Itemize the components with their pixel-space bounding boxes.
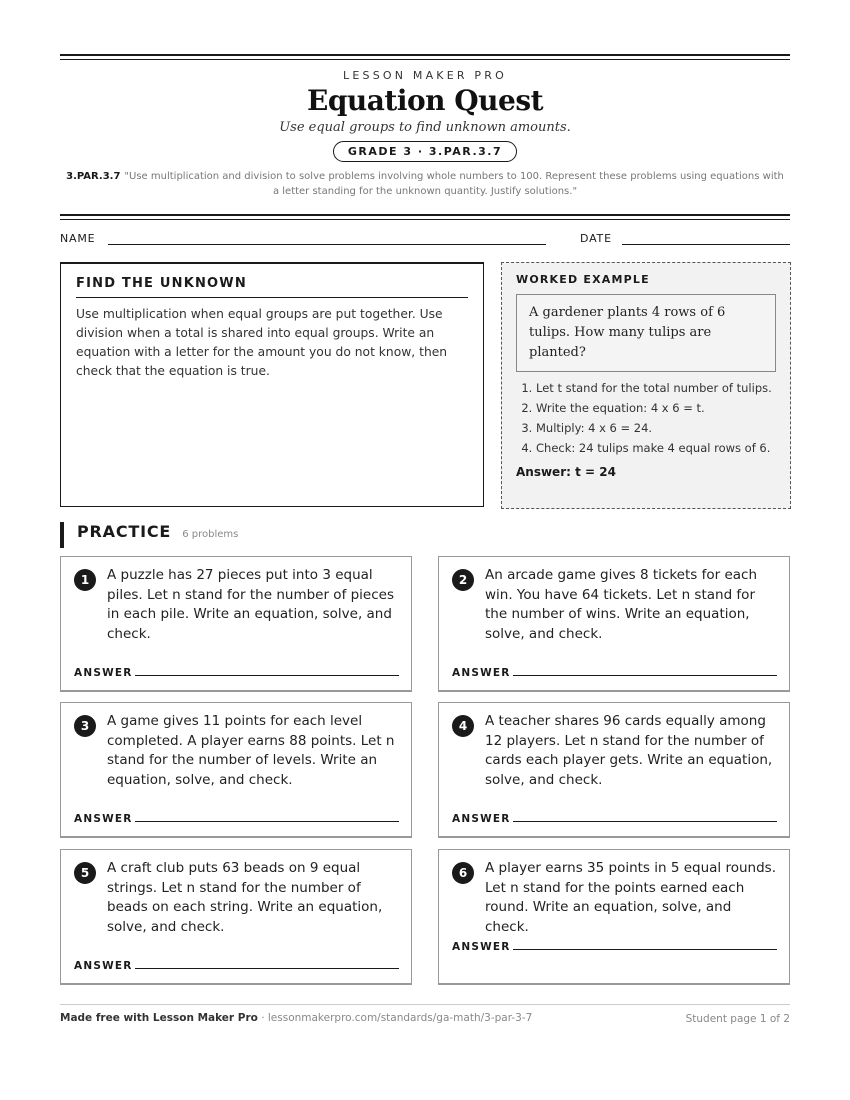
problem-card-3 [60,702,412,838]
problem-card-4 [438,702,790,838]
footer-page-number: Student page 1 of 2 [685,1013,790,1025]
problem-text: A puzzle has 27 pieces put into 3 equal piles. Let n stand for the number of pieces in each pile. Write an equation, solve, and check. [107,567,395,642]
worked-step: 2. Write the equation: 4 x 6 = t. [536,400,776,417]
problem-text: A player earns 35 points in 5 equal rounds. Let n stand for the points earned each round. Write an equation, solve, and check. [485,860,776,935]
date-label: DATE [580,232,612,245]
answer-label: ANSWER [452,813,511,825]
worked-example-heading: WORKED EXAMPLE [516,273,650,286]
brand-name: LESSON MAKER PRO [343,69,507,82]
answer-field[interactable] [135,821,399,822]
find-unknown-body: Use multiplication when equal groups are put together. Use division when a total is shared into equal groups. Write an equation with a letter for the amount you do not know, then check that the equation is true. [76,307,448,378]
worked-example-problem: A gardener plants 4 rows of 6 tulips. How many tulips are planted? [516,294,776,372]
problem-number: 3 [74,715,96,737]
page-footer [60,1004,790,1024]
worked-example-answer: Answer: t = 24 [516,465,616,479]
answer-field[interactable] [135,675,399,676]
answer-field[interactable] [135,968,399,969]
worked-example-steps [516,380,776,457]
find-unknown-heading: FIND THE UNKNOWN [76,276,468,298]
worked-step: 4. Check: 24 tulips make 4 equal rows of 6. [536,440,776,457]
page-title: Equation Quest [306,84,544,117]
footer-url[interactable]: · lessonmakerpro.com/standards/ga-math/3-par-3-7 [257,1012,533,1024]
answer-field[interactable] [513,949,777,950]
answer-label: ANSWER [452,941,511,953]
footer-made-with: Made free with Lesson Maker Pro [60,1012,258,1024]
problem-text: An arcade game gives 8 tickets for each win. You have 64 tickets. Let n stand for the number of wins. Write an equation, solve, and check. [485,567,758,642]
problem-number: 6 [452,862,474,884]
worked-example-box [501,262,791,509]
problem-number: 5 [74,862,96,884]
date-field[interactable] [622,244,790,245]
problem-card-1 [60,556,412,692]
standard-code: 3.PAR.3.7 [66,171,121,182]
practice-count: 6 problems [182,529,239,540]
name-field[interactable] [108,244,546,245]
problem-text: A craft club puts 63 beads on 9 equal strings. Let n stand for the number of beads on each string. Write an equation, solve, and check. [107,860,383,935]
answer-label: ANSWER [74,960,133,972]
practice-heading-row [60,522,238,548]
answer-label: ANSWER [74,667,133,679]
standard-text: "Use multiplication and division to solve problems involving whole numbers to 100. Represent these problems using equations with a letter standing for the unknown quantity. Justify solutions." [124,171,784,197]
problem-card-5 [60,849,412,985]
worksheet-page [60,54,790,1025]
header-divider [60,214,790,220]
problem-card-6 [438,849,790,985]
problem-number: 1 [74,569,96,591]
top-divider [60,54,790,60]
answer-field[interactable] [513,821,777,822]
problem-card-2 [438,556,790,692]
find-unknown-box [60,262,484,507]
answer-label: ANSWER [452,667,511,679]
answer-label: ANSWER [74,813,133,825]
problem-text: A game gives 11 points for each level completed. A player earns 88 points. Let n stand for the number of levels. Write an equation, solve, and check. [107,713,395,788]
worked-step: 3. Multiply: 4 x 6 = 24. [536,420,776,437]
worked-step: 1. Let t stand for the total number of tulips. [536,380,776,397]
answer-field[interactable] [513,675,777,676]
page-subtitle: Use equal groups to find unknown amounts. [279,120,571,135]
problem-text: A teacher shares 96 cards equally among 12 players. Let n stand for the number of cards each player gets. Write an equation, solve, and check. [485,713,773,788]
name-date-row [60,232,790,252]
practice-heading: PRACTICE [77,522,172,541]
standard-description [60,169,790,199]
name-label: NAME [60,232,96,245]
problem-number: 4 [452,715,474,737]
problem-number: 2 [452,569,474,591]
grade-standard-badge: GRADE 3 · 3.PAR.3.7 [333,141,517,162]
